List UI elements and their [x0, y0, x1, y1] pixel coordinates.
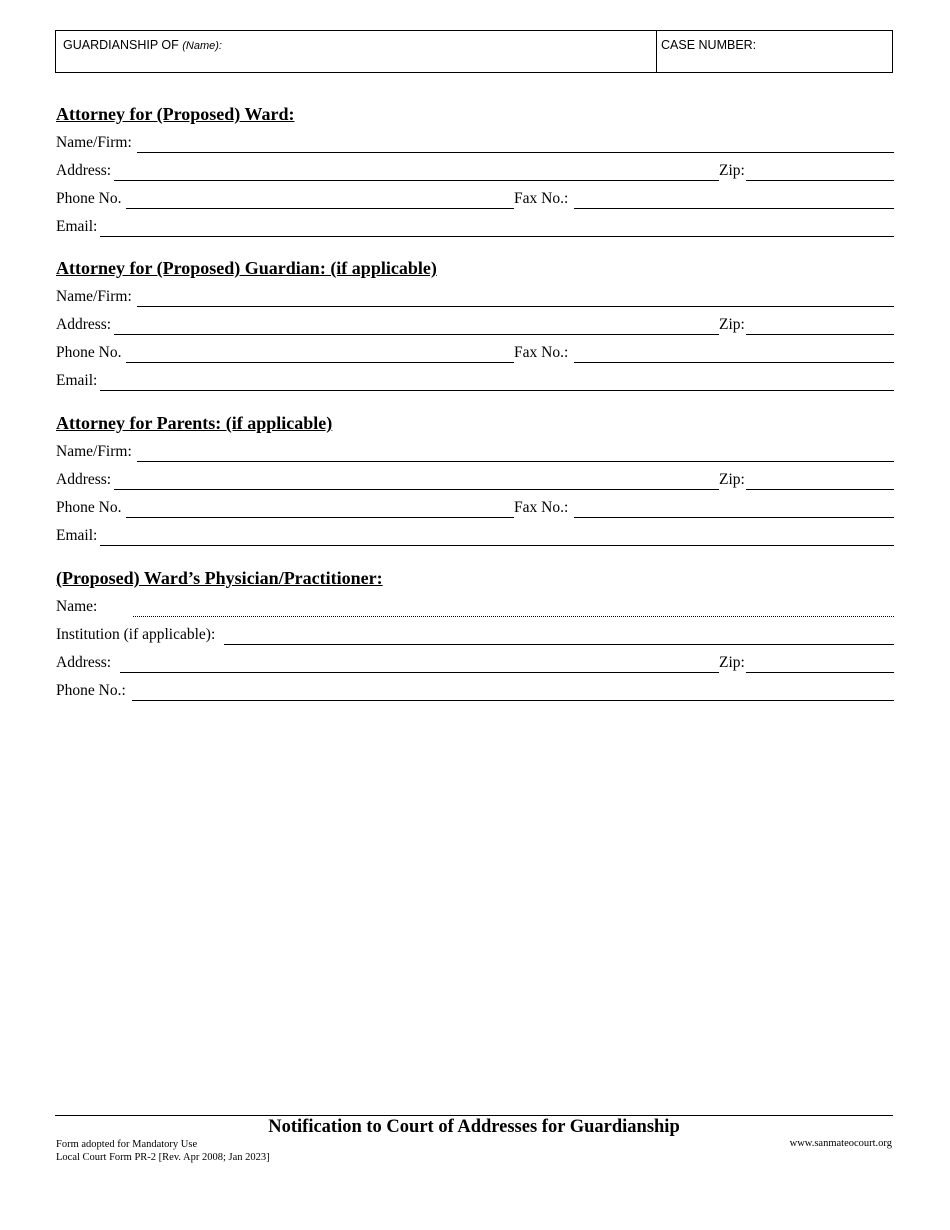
physician-zip-field[interactable]	[746, 672, 894, 673]
ward-attorney-fax-field[interactable]	[574, 208, 894, 209]
guardian-attorney-fax-field[interactable]	[574, 362, 894, 363]
guardian-attorney-phone-row	[56, 343, 894, 363]
physician-phone-field[interactable]	[132, 700, 894, 701]
email-label: Email:	[56, 218, 98, 235]
guardianship-name-hint: (Name):	[182, 40, 222, 52]
guardianship-of-label: GUARDIANSHIP OF	[63, 38, 179, 52]
footer-website: www.sanmateocourt.org	[789, 1138, 892, 1149]
address-label: Address:	[56, 654, 112, 671]
fax-label: Fax No.:	[514, 499, 569, 516]
phone-label: Phone No.:	[56, 682, 126, 699]
ward-attorney-zip-field[interactable]	[746, 180, 894, 181]
physician-address-field[interactable]	[120, 672, 719, 673]
email-label: Email:	[56, 527, 98, 544]
physician-address-row	[56, 653, 894, 673]
ward-attorney-email-field[interactable]	[100, 236, 894, 237]
parents-attorney-phone-field[interactable]	[126, 517, 514, 518]
physician-institution-row	[56, 625, 894, 645]
footer-form-id: Local Court Form PR-2 [Rev. Apr 2008; Jan 2023]	[56, 1152, 270, 1163]
footer-adopted: Form adopted for Mandatory Use	[56, 1139, 198, 1150]
parents-attorney-name-field[interactable]	[137, 461, 894, 462]
address-label: Address:	[56, 316, 112, 333]
case-number-label: CASE NUMBER:	[661, 38, 757, 52]
address-label: Address:	[56, 162, 112, 179]
ward-attorney-phone-field[interactable]	[126, 208, 514, 209]
name-firm-label: Name/Firm:	[56, 134, 132, 151]
zip-label: Zip:	[719, 654, 745, 671]
phone-label: Phone No.	[56, 190, 122, 207]
name-label: Name:	[56, 598, 98, 615]
zip-label: Zip:	[719, 162, 745, 179]
physician-name-field[interactable]	[133, 616, 894, 617]
case-header-box	[55, 30, 893, 73]
ward-attorney-title: Attorney for (Proposed) Ward:	[56, 104, 295, 124]
guardian-attorney-address-row	[56, 315, 894, 335]
phone-label: Phone No.	[56, 344, 122, 361]
footer-form-info	[56, 1138, 270, 1164]
institution-label: Institution (if applicable):	[56, 626, 216, 643]
ward-attorney-name-field[interactable]	[137, 152, 894, 153]
parents-attorney-email-field[interactable]	[100, 545, 894, 546]
form-title: Notification to Court of Addresses for Guardianship	[268, 1117, 680, 1137]
fax-label: Fax No.:	[514, 344, 569, 361]
fax-label: Fax No.:	[514, 190, 569, 207]
guardian-attorney-zip-field[interactable]	[746, 334, 894, 335]
case-number-field[interactable]	[661, 38, 756, 52]
parents-attorney-email-row	[56, 526, 894, 546]
header-divider	[656, 31, 657, 72]
footer-rule	[55, 1115, 893, 1116]
ward-attorney-phone-row	[56, 189, 894, 209]
guardian-attorney-phone-field[interactable]	[126, 362, 514, 363]
name-firm-label: Name/Firm:	[56, 443, 132, 460]
ward-attorney-email-row	[56, 217, 894, 237]
parents-attorney-zip-field[interactable]	[746, 489, 894, 490]
parents-attorney-address-field[interactable]	[114, 489, 719, 490]
name-firm-label: Name/Firm:	[56, 288, 132, 305]
physician-title: (Proposed) Ward’s Physician/Practitioner:	[56, 568, 383, 588]
physician-phone-row	[56, 681, 894, 701]
address-label: Address:	[56, 471, 112, 488]
ward-attorney-address-row	[56, 161, 894, 181]
zip-label: Zip:	[719, 471, 745, 488]
parents-attorney-fax-field[interactable]	[574, 517, 894, 518]
guardian-attorney-address-field[interactable]	[114, 334, 719, 335]
parents-attorney-phone-row	[56, 498, 894, 518]
guardian-attorney-name-field[interactable]	[137, 306, 894, 307]
guardian-attorney-title: Attorney for (Proposed) Guardian: (if applicable)	[56, 258, 437, 278]
parents-attorney-title: Attorney for Parents: (if applicable)	[56, 413, 333, 433]
ward-attorney-name-row	[56, 133, 894, 153]
ward-attorney-address-field[interactable]	[114, 180, 719, 181]
parents-attorney-address-row	[56, 470, 894, 490]
phone-label: Phone No.	[56, 499, 122, 516]
email-label: Email:	[56, 372, 98, 389]
physician-institution-field[interactable]	[224, 644, 894, 645]
zip-label: Zip:	[719, 316, 745, 333]
guardian-attorney-email-row	[56, 371, 894, 391]
guardian-attorney-email-field[interactable]	[100, 390, 894, 391]
physician-name-row	[56, 597, 894, 617]
guardian-attorney-name-row	[56, 287, 894, 307]
guardianship-of-field[interactable]	[63, 38, 222, 52]
parents-attorney-name-row	[56, 442, 894, 462]
